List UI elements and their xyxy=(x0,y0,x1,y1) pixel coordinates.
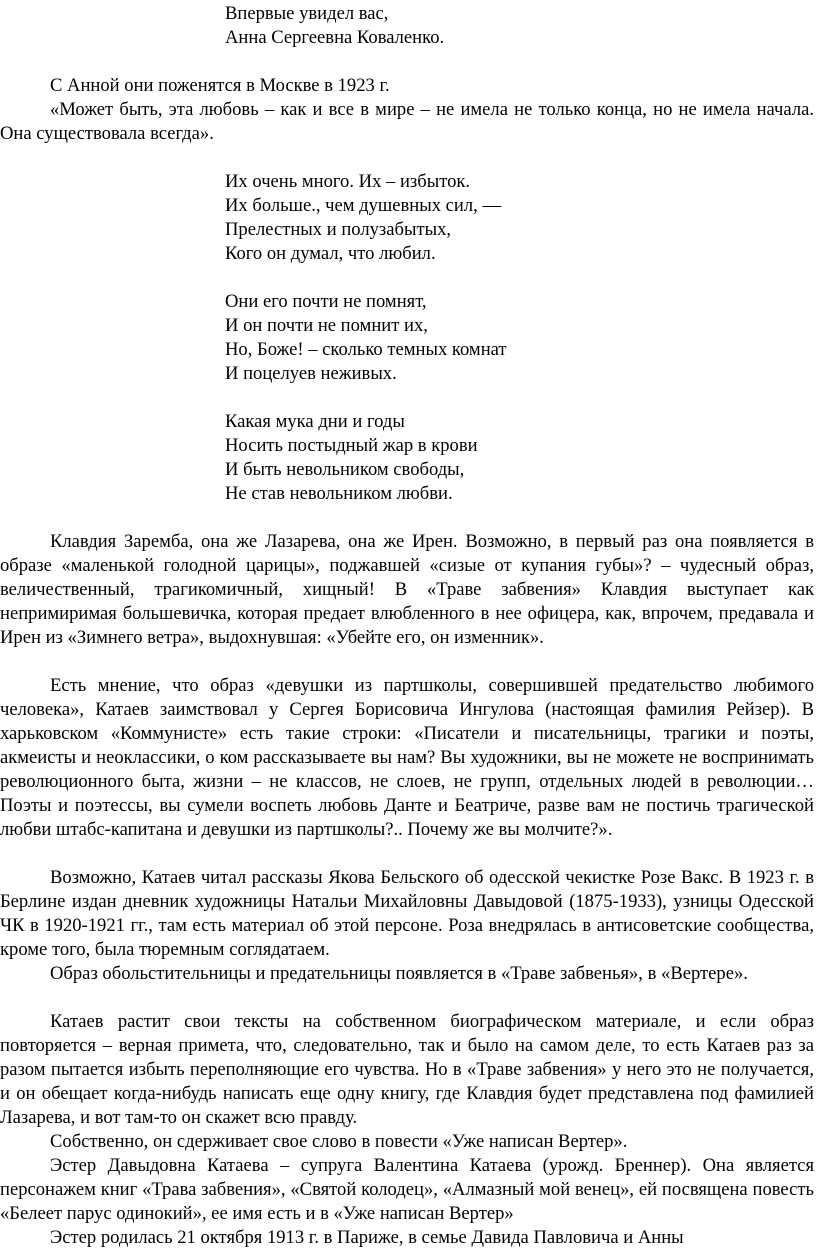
poem-line: Кого он думал, что любил. xyxy=(225,243,436,264)
opening-line: Анна Сергеевна Коваленко. xyxy=(225,27,445,48)
paragraph-belsky: Возможно, Катаев читал рассказы Якова Бельского об одесской чекистке Розе Вакс. В 1923 г. в Берлине издан дневник художницы Натальи Михайловны Давыдовой (1875-1933), узницы Одесской ЧК в 1920-1921 гг., там есть материал об этой персоне. Роза внедрялась в антисоветские сообщества, кроме того, была тюремным соглядатаем. xyxy=(0,867,814,960)
opening-line: Впервые увидел вас, xyxy=(225,3,389,24)
poem-line: Их очень много. Их – избыток. xyxy=(225,171,471,192)
quote-paragraph: «Может быть, эта любовь – как и все в мире – не имела не только конца, но не имела начала. Она существовала всегда». xyxy=(0,99,814,144)
poem-line: И быть невольником свободы, xyxy=(225,459,465,480)
marriage-note: С Анной они поженятся в Москве в 1923 г. xyxy=(50,75,390,96)
poem-line: Носить постыдный жар в крови xyxy=(225,435,478,456)
poem-line: Не став невольником любви. xyxy=(225,483,453,504)
poem-line: Они его почти не помнят, xyxy=(225,291,427,312)
paragraph-word: Собственно, он сдерживает свое слово в повести «Уже написан Вертер». xyxy=(50,1131,628,1152)
paragraph-opinion: Есть мнение, что образ «девушки из партшколы, совершившей предательство любимого человека», Катаев заимствовал у Сергея Борисовича Ингулова (настоящая фамилия Рейзер). В харьковском «Коммунисте» есть такие строки: «Писатели и писательницы, трагики и поэты, акмеисты и неоклассики, о ком рассказываете вы нам? Вы художники, вы не можете не воспринимать революционного быта, жизни – не классов, не слоев, не групп, отдельных людей в революции… Поэты и поэтессы, вы сумели воспеть любовь Данте и Беатриче, разве вам не постичь трагической любви штабс-капитана и девушки из партшколы?.. Почему же вы молчите?». xyxy=(0,675,814,840)
poem-line: Но, Боже! – сколько темных комнат xyxy=(225,339,507,360)
paragraph-image: Образ обольстительницы и предательницы появляется в «Траве забвенья», в «Вертере». xyxy=(50,963,748,984)
paragraph-ester: Эстер Давыдовна Катаева – супруга Валентина Катаева (урожд. Бреннер). Она является персонажем книг «Трава забвения», «Святой колодец», «Алмазный мой венец», ей посвящена повесть «Белеет парус одинокий», ее имя есть и в «Уже написан Вертер» xyxy=(0,1155,814,1224)
paragraph-biography: Катаев растит свои тексты на собственном биографическом материале, и если образ повторяется – верная примета, что, следовательно, так и было на самом деле, то есть Катаев раз за разом пытается избыть переполняющие его чувства. Но в «Траве забвения» у него это не получается, и он обещает когда-нибудь написать еще одну книгу, где Клавдия будет представлена под фамилией Лазарева, и вот там-то он скажет всю правду. xyxy=(0,1011,814,1128)
poem-line: И поцелуев неживых. xyxy=(225,363,397,384)
poem-line: Их больше., чем душевных сил, — xyxy=(225,195,502,216)
poem-line: И он почти не помнит их, xyxy=(225,315,428,336)
poem-line: Прелестных и полузабытых, xyxy=(225,219,452,240)
paragraph-born: Эстер родилась 21 октября 1913 г. в Париже, в семье Давида Павловича и Анны xyxy=(50,1227,684,1248)
poem-line: Какая мука дни и годы xyxy=(225,411,405,432)
paragraph-klavdia: Клавдия Заремба, она же Лазарева, она же Ирен. Возможно, в первый раз она появляется в образе «маленькой голодной царицы», поджавшей «сизые от купания губы»? – чудесный образ, величественный, трагикомичный, хищный! В «Траве забвения» Клавдия выступает как непримиримая большевичка, которая предает влюбленного в нее офицера, как, впрочем, предавала и Ирен из «Зимнего ветра», выдохнувшая: «Убейте его, он изменник». xyxy=(0,531,814,648)
